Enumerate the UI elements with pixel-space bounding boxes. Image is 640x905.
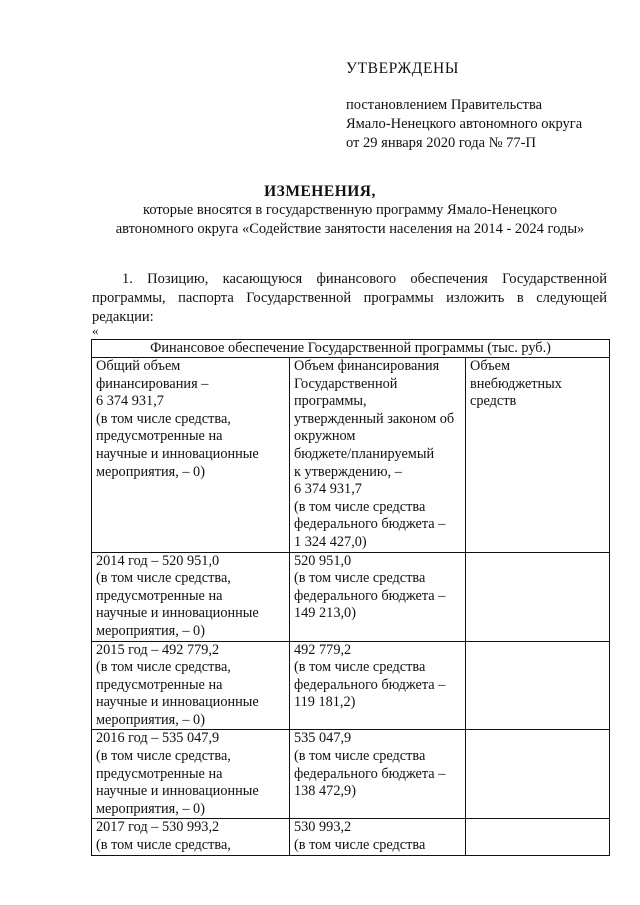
cell-text-line: научные и инновационные <box>96 605 259 622</box>
subtitle-line: которые вносятся в государственную программу Ямало-Ненецкого <box>143 202 557 218</box>
cell-text-line: к утверждению, – <box>294 463 402 480</box>
cell-text-line: 2014 год – 520 951,0 <box>96 552 220 569</box>
cell-text-line: 530 993,2 <box>294 819 352 836</box>
offbudget-cell <box>466 730 610 819</box>
table-row <box>92 730 610 819</box>
table-row <box>92 552 610 641</box>
cell-text-line: научные и инновационные <box>96 783 259 800</box>
cell-text-line: средств <box>470 393 517 410</box>
year-total-cell <box>92 730 290 819</box>
approved-by-line: постановлением Правительства <box>346 97 543 113</box>
cell-text-line: бюджете/планируемый <box>294 445 435 462</box>
year-total-cell <box>92 819 290 855</box>
approved-by-block <box>346 96 582 153</box>
offbudget-cell <box>466 641 610 730</box>
cell-text-line: (в том числе средства, <box>96 410 231 427</box>
cell-text-line: (в том числе средства, <box>96 659 231 676</box>
cell-text-line: мероприятия, – 0) <box>96 711 205 728</box>
document-title: ИЗМЕНЕНИЯ, <box>264 183 376 200</box>
year-total-cell <box>92 641 290 730</box>
cell-text-line: Объем финансирования <box>294 358 440 374</box>
cell-text-line: (в том числе средства <box>294 570 426 587</box>
cell-text-line: мероприятия, – 0) <box>96 622 205 639</box>
cell-text-line: предусмотренные на <box>96 428 223 445</box>
program-amount-cell <box>290 641 466 730</box>
document-subtitle <box>60 201 640 239</box>
program-amount-cell <box>290 730 466 819</box>
cell-text-line: 2016 год – 535 047,9 <box>96 730 220 747</box>
cell-text-line: внебюджетных <box>470 375 562 392</box>
cell-text-line: финансирования – <box>96 375 209 392</box>
table-header-row <box>92 358 610 553</box>
cell-text-line: предусмотренные на <box>96 676 223 693</box>
header-cell-total <box>92 358 290 553</box>
paragraph-line: программы, паспорта Государственной программы изложить в следующей <box>92 290 607 306</box>
cell-text-line: федерального бюджета – <box>294 676 446 693</box>
paragraph-line: редакции: <box>92 309 154 325</box>
cell-text-line: 535 047,9 <box>294 730 352 747</box>
year-total-cell <box>92 552 290 641</box>
cell-text-line: 520 951,0 <box>294 552 352 569</box>
table-row <box>92 641 610 730</box>
cell-text-line: мероприятия, – 0) <box>96 463 205 480</box>
cell-text-line: (в том числе средства <box>294 748 426 765</box>
cell-text-line: (в том числе средства <box>294 498 426 515</box>
cell-text-line: федерального бюджета – <box>294 516 446 533</box>
cell-text-line: 2015 год – 492 779,2 <box>96 641 220 658</box>
financing-table <box>91 339 610 856</box>
cell-text-line: 138 472,9) <box>294 783 356 800</box>
header-cell-program <box>290 358 466 553</box>
table-title-row <box>92 340 610 358</box>
cell-text-line: окружном <box>294 428 356 445</box>
cell-text-line: (в том числе средства <box>294 837 426 854</box>
body-paragraph <box>92 270 607 327</box>
table-row <box>92 819 610 855</box>
opening-quote: « <box>92 323 99 338</box>
cell-text-line: предусмотренные на <box>96 587 223 604</box>
cell-text-line: 1 324 427,0) <box>294 533 367 550</box>
cell-text-line: 2017 год – 530 993,2 <box>96 819 220 836</box>
cell-text-line: Общий объем <box>96 358 181 374</box>
cell-text-line: (в том числе средства <box>294 659 426 676</box>
subtitle-line: автономного округа «Содействие занятости населения на 2014 - 2024 годы» <box>115 221 585 237</box>
cell-text-line: 6 374 931,7 <box>294 481 362 498</box>
cell-text-line: (в том числе средства, <box>96 748 231 765</box>
cell-text-line: Объем <box>470 358 511 374</box>
approved-by-line: от 29 января 2020 года № 77-П <box>346 135 536 151</box>
program-amount-cell <box>290 819 466 855</box>
offbudget-cell <box>466 552 610 641</box>
approved-by-line: Ямало-Ненецкого автономного округа <box>346 116 583 132</box>
cell-text-line: (в том числе средства, <box>96 837 231 854</box>
cell-text-line: научные и инновационные <box>96 694 259 711</box>
header-cell-offbudget <box>466 358 610 553</box>
cell-text-line: программы, <box>294 393 367 410</box>
offbudget-cell <box>466 819 610 855</box>
cell-text-line: утвержденный законом об <box>294 410 455 427</box>
cell-text-line: мероприятия, – 0) <box>96 800 205 817</box>
paragraph-line: 1. Позицию, касающуюся финансового обеспечения Государственной <box>122 271 607 287</box>
cell-text-line: научные и инновационные <box>96 445 259 462</box>
program-amount-cell <box>290 552 466 641</box>
cell-text-line: 149 213,0) <box>294 605 356 622</box>
cell-text-line: Государственной <box>294 375 398 392</box>
cell-text-line: 492 779,2 <box>294 641 352 658</box>
cell-text-line: федерального бюджета – <box>294 587 446 604</box>
cell-text-line: 6 374 931,7 <box>96 393 164 410</box>
table-title: Финансовое обеспечение Государственной программы (тыс. руб.) <box>92 340 610 358</box>
cell-text-line: 119 181,2) <box>294 694 356 711</box>
approved-label: УТВЕРЖДЕНЫ <box>346 60 459 77</box>
cell-text-line: федерального бюджета – <box>294 765 446 782</box>
cell-text-line: предусмотренные на <box>96 765 223 782</box>
cell-text-line: (в том числе средства, <box>96 570 231 587</box>
